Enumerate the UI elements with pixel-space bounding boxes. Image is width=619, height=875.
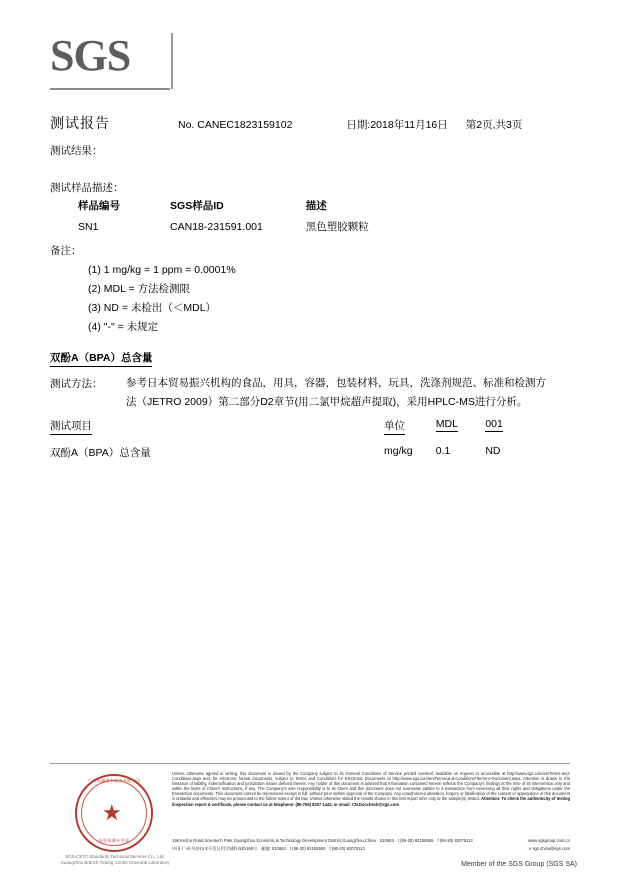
results-header-row: [50, 418, 550, 438]
fax-en: f (86-20) 82075113: [437, 838, 473, 843]
sample-col-sn: 样品编号: [78, 200, 120, 212]
sample-cell-sn: SN1: [78, 220, 99, 233]
sample-col-desc: 描述: [305, 200, 327, 212]
method-text: [126, 374, 546, 412]
results-table: [50, 418, 550, 460]
results-col-mdl: MDL: [435, 418, 458, 430]
method-line: 法（JETRO 2009）第二部分D2章节(用二氯甲烷超声提取)，采用HPLC-MS进行分析。: [126, 396, 528, 408]
table-row: [78, 219, 548, 234]
notes-list: [88, 261, 236, 337]
table-row: [50, 438, 550, 460]
email-cn: e sgs.china@sgs.com: [528, 846, 570, 851]
sample-section-label: 测试样品描述：: [50, 182, 124, 194]
report-date: 日期:2018年11月16日: [346, 119, 448, 131]
address-cn: 中国·广州·经济技术开发区科学城科珠路198号: [172, 846, 258, 851]
report-number: No. CANEC1823159102: [178, 119, 293, 131]
address-row-cn: [172, 846, 570, 852]
page-number: 第2页,共3页: [465, 119, 523, 131]
results-cell-unit: mg/kg: [384, 445, 413, 457]
list-item: (4) "-" = 未规定: [88, 321, 159, 333]
page-title: 测试报告: [50, 115, 110, 131]
list-item: (1) 1 mg/kg = 1 ppm = 0.0001%: [88, 264, 236, 276]
legal-disclaimer: [172, 771, 570, 807]
sample-cell-desc: 黑色塑胶颗粒: [305, 221, 369, 233]
results-cell-mdl: 0.1: [435, 445, 451, 457]
phone-cn: t (86-20) 82155555: [289, 846, 326, 851]
sgs-logo: [50, 31, 185, 86]
list-item: (3) ND = 未检出（＜MDL）: [88, 302, 217, 314]
bpa-section-heading: 双酚A（BPA）总含量: [50, 350, 152, 367]
phone-en: t (86-20) 82155555: [397, 838, 434, 843]
results-col-item: 测试项目: [50, 418, 384, 438]
results-cell-item: 双酚A（BPA）总含量: [50, 447, 151, 459]
star-icon: ★: [102, 800, 122, 825]
postcode-cn: 邮编: 510663: [261, 846, 286, 851]
results-label: 测试结果：: [50, 145, 103, 157]
footer-divider: [50, 763, 570, 764]
results-col-001: 001: [485, 418, 503, 430]
stamp-caption-line: SGS-CSTC Standards Technical Services Co., Ltd.: [65, 854, 165, 859]
sgs-logo-text: SGS: [50, 31, 131, 80]
results-cell-001: ND: [485, 445, 501, 457]
stamp-caption-line: Guangzhou Branch Testing Centre Chemical Laboratory: [60, 860, 170, 865]
fax-cn: f (86-20) 82075113: [329, 846, 365, 851]
company-stamp: [60, 772, 170, 865]
address-row-en: [172, 838, 570, 844]
postcode-en: 510663: [379, 838, 394, 843]
website: www.sgsgroup.com.cn: [528, 838, 570, 843]
method-label: 测试方法：: [50, 378, 103, 390]
legal-attention: Attention: To check the authenticity of testing /inspection report & certificate, please contact us at telephone: (86-755) 8307 1443, or email: CN.Doccheck@sgs.com: [172, 796, 570, 807]
method-line: 参考日本贸易振兴机构的食品，用具，容器，包装材料，玩具，洗涤剂规范、标准和检测方: [126, 377, 546, 389]
address-en: 198 Kezhu Road,Scientech Park Guangzhou Economic & Technology Development District,Guangzhou,China: [172, 838, 376, 843]
stamp-arc-top-text: 广州检测技术服务有限公司: [87, 778, 141, 783]
footer-address-block: [172, 838, 570, 852]
logo-vertical-rule: [171, 33, 173, 89]
legal-body: Unless otherwise agreed in writing, this document is issued by the Company subject to its General Conditions of Service printed overleaf, available on request or accessible at http://www.sgs.com/en/Terms-and-Conditions.aspx and, for electronic format documents, subject to Terms and Conditions for Electronic Documents at http://www.sgs.com/en/Terms-and-Conditions/Terms-e-Document.aspx. Attention is drawn to the limitation of liability, indemnification and jurisdiction issues defined therein. Any holder of this document is advised that information contained hereon reflects the Company's findings at the time of its intervention only and within the limits of Client's instructions, if any. The Company's sole responsibility is to its Client and this document does not exonerate parties to a transaction from exercising all their rights and obligations under the transaction documents. This document cannot be reproduced except in full, without prior written approval of the Company. Any unauthorized alteration, forgery or falsification of the content or appearance of this document is unlawful and offenders may be prosecuted to the fullest extent of the law. Unless otherwise stated the results shown in this test report refer only to the sample(s) tested.: [172, 771, 570, 802]
sample-cell-sgsid: CAN18-231591.001: [170, 220, 263, 233]
notes-label: 备注：: [50, 245, 82, 257]
footer-member-text: Member of the SGS Group (SGS SA): [461, 861, 577, 868]
sample-table: [78, 198, 548, 234]
logo-underline: [50, 88, 170, 90]
list-item: (2) MDL = 方法检测限: [88, 283, 190, 295]
results-col-unit: 单位: [384, 418, 436, 438]
stamp-caption: [60, 854, 170, 866]
stamp-arc-bottom-text: 检验检测专用章: [98, 838, 130, 843]
report-header-row: [50, 113, 570, 133]
sample-col-sgsid: SGS样品ID: [170, 200, 224, 212]
sample-table-header-row: [78, 198, 548, 219]
